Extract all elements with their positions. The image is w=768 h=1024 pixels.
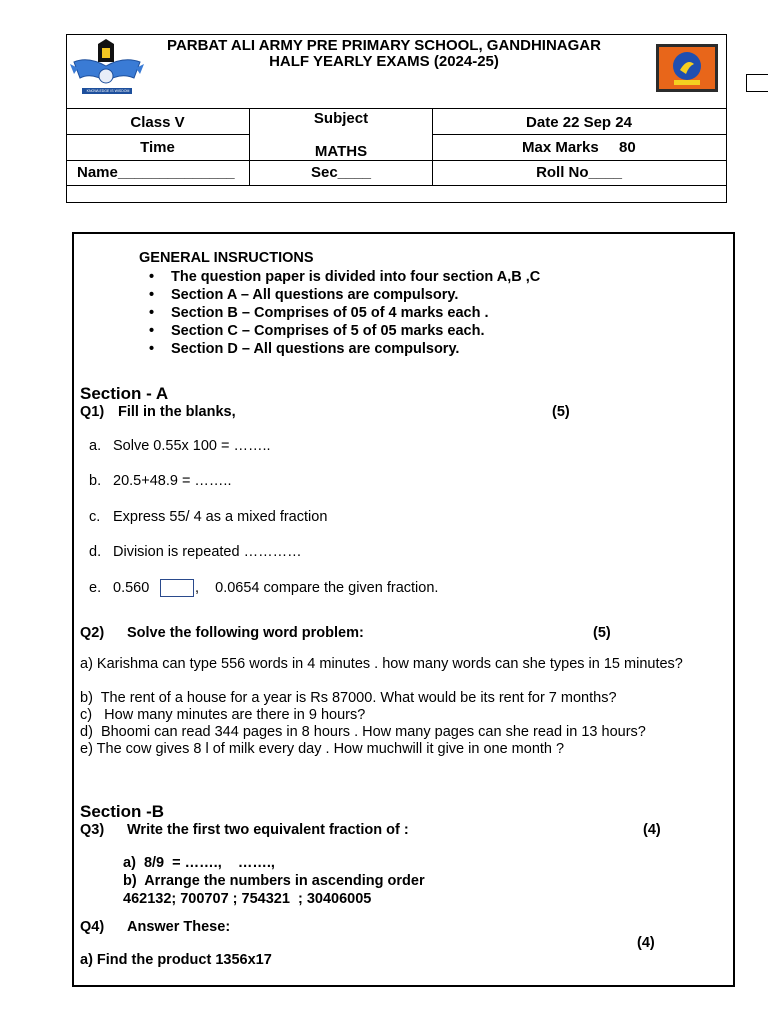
q1-item-label: e. — [89, 580, 102, 596]
subject-label: Subject — [313, 110, 369, 127]
q4-number: Q4) — [80, 919, 105, 935]
instruction-item: • Section C – Comprises of 5 of 05 marks each. — [147, 322, 707, 340]
q1-marks: (5) — [552, 404, 570, 420]
q1-item-label: b. — [89, 473, 102, 489]
page-edge-box — [746, 74, 768, 92]
instruction-item: • Section D – All questions are compulsory. — [147, 340, 707, 358]
q1-item-text: Division is repeated ………… — [113, 544, 302, 560]
subject-cell-merge — [250, 133, 432, 136]
q3-numbers: 462132; 700707 ; 754321 ; 30406005 — [123, 891, 372, 907]
school-crest-logo — [68, 38, 146, 102]
q1-item-text: 20.5+48.9 = …….. — [113, 473, 232, 489]
q3-number: Q3) — [80, 822, 105, 838]
section-field: Sec____ — [310, 164, 372, 181]
max-marks-label: Max Marks — [522, 139, 599, 156]
header-divider — [66, 160, 726, 161]
exam-title: HALF YEARLY EXAMS (2024-25) — [269, 53, 499, 70]
q4-text: Answer These: — [127, 919, 231, 935]
q3-item-a: a) 8/9 = ……., ……., — [123, 855, 275, 871]
name-field: Name______________ — [77, 164, 235, 181]
time-label: Time — [140, 139, 175, 156]
q3-item-b: b) Arrange the numbers in ascending order — [123, 873, 425, 889]
q1-item-text: Solve 0.55x 100 = …….. — [113, 438, 271, 454]
q2-item: d) Bhoomi can read 344 pages in 8 hours . How many pages can she read in 13 hours? — [80, 724, 646, 740]
instruction-item: • Section A – All questions are compulsory. — [147, 286, 707, 304]
header-divider — [66, 185, 726, 186]
q1-number: Q1) — [80, 404, 105, 420]
instructions-title: GENERAL INSRUCTIONS — [139, 250, 314, 266]
instruction-item: • The question paper is divided into four section A,B ,C — [147, 268, 707, 286]
q1-text: Fill in the blanks, — [118, 404, 236, 420]
q1-item-text: 0.560 — [113, 580, 150, 596]
q3-marks: (4) — [643, 822, 661, 838]
q2-marks: (5) — [593, 625, 611, 641]
school-name: PARBAT ALI ARMY PRE PRIMARY SCHOOL, GANDHINAGAR — [167, 37, 601, 54]
army-emblem-logo — [656, 44, 718, 92]
instructions-list — [147, 268, 707, 358]
q1-item-label: c. — [89, 509, 101, 525]
q2-item: a) Karishma can type 556 words in 4 minutes . how many words can she types in 15 minutes? — [80, 656, 683, 672]
q4-item-a: a) Find the product 1356x17 — [80, 952, 272, 968]
q2-item: e) The cow gives 8 l of milk every day . How muchwill it give in one month ? — [80, 741, 565, 757]
subject-value: MATHS — [314, 143, 368, 160]
q4-marks: (4) — [637, 935, 655, 951]
q2-item: b) The rent of a house for a year is Rs 87000. What would be its rent for 7 months? — [80, 690, 617, 706]
comparison-answer-box[interactable] — [160, 579, 194, 597]
exam-date: Date 22 Sep 24 — [526, 114, 632, 131]
crest-motto: KNOWLEDGE IS WISDOM — [86, 89, 130, 93]
q2-number: Q2) — [80, 625, 105, 641]
q1-item-label: a. — [89, 438, 102, 454]
q1-item-label: d. — [89, 544, 102, 560]
instruction-item: • Section B – Comprises of 05 of 4 marks each . — [147, 304, 707, 322]
header-divider — [66, 108, 726, 109]
q1-item-text: Express 55/ 4 as a mixed fraction — [113, 509, 328, 525]
q1-item-text: , 0.0654 compare the given fraction. — [195, 580, 439, 596]
q2-item: c) How many minutes are there in 9 hours? — [80, 707, 366, 723]
section-a-title: Section - A — [80, 384, 169, 403]
q3-text: Write the first two equivalent fraction of : — [127, 822, 409, 838]
q2-text: Solve the following word problem: — [127, 625, 364, 641]
class-label: Class V — [130, 114, 185, 131]
max-marks-value: 80 — [619, 139, 636, 156]
roll-number-field: Roll No____ — [536, 164, 622, 181]
section-b-title: Section -B — [80, 802, 165, 821]
